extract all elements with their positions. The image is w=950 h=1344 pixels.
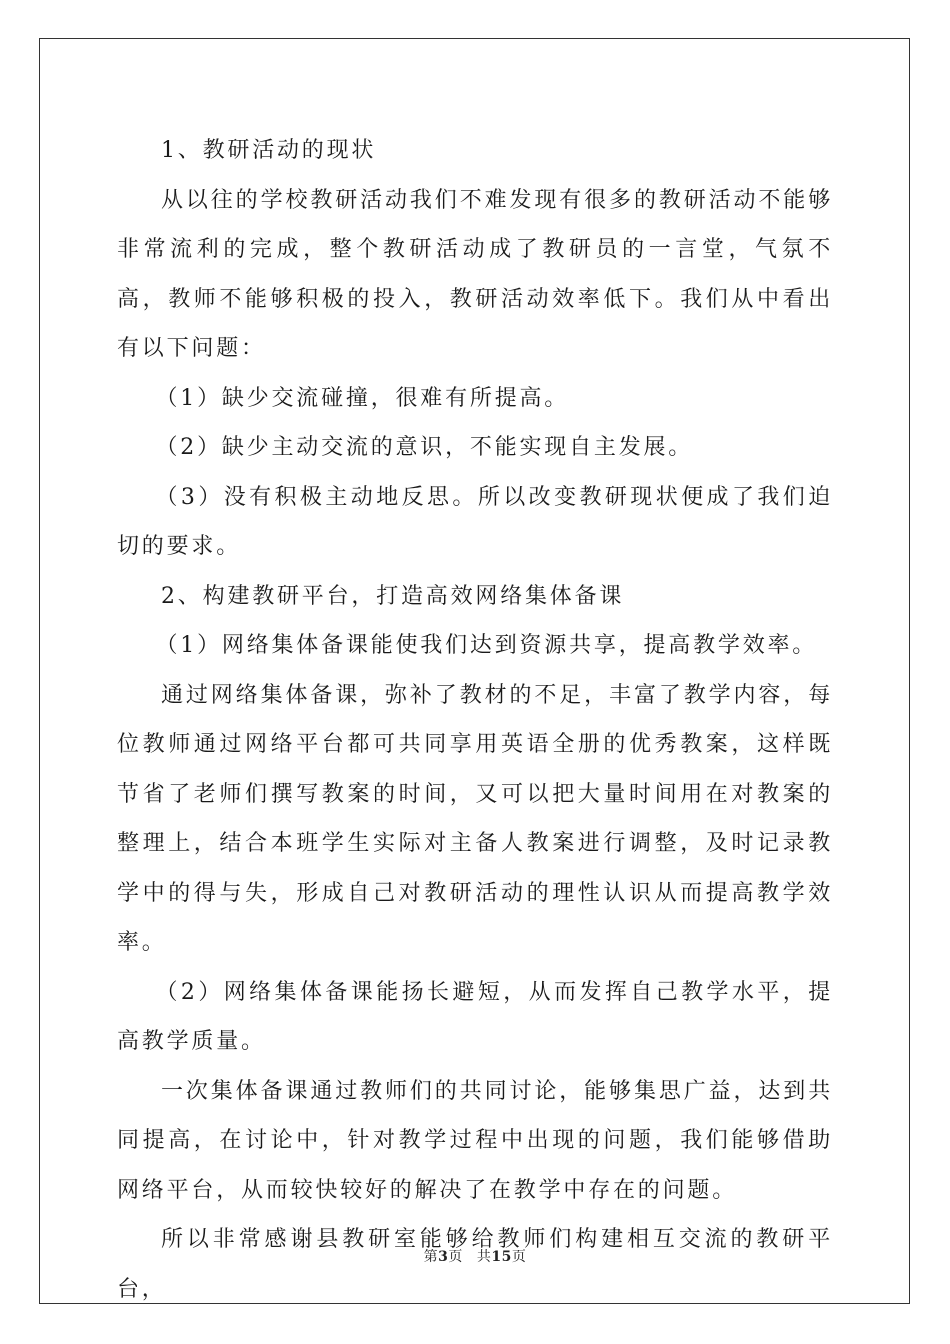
- total-suffix: 页: [511, 1249, 527, 1265]
- page-prefix: 第: [423, 1249, 439, 1265]
- document-body: [117, 126, 833, 1314]
- list-item: （1）缺少交流碰撞，很难有所提高。: [155, 385, 570, 411]
- body-paragraph: 一次集体备课通过教师们的共同讨论，能够集思广益，达到共同提高，在讨论中，针对教学过程中出现的问题，我们能够借助网络平台，从而较快较好的解决了在教学中存在的问题。: [117, 1078, 833, 1203]
- page-suffix: 页: [448, 1249, 463, 1265]
- list-item: （1）网络集体备课能使我们达到资源共享，提高教学效率。: [155, 633, 818, 658]
- section-heading: 2、构建教研平台，打造高效网络集体备课: [161, 583, 625, 609]
- section-heading: 1、教研活动的现状: [161, 138, 377, 163]
- total-prefix: 共: [476, 1249, 492, 1265]
- body-paragraph: 从以往的学校教研活动我们不难发现有很多的教研活动不能够非常流利的完成，整个教研活动成了教研员的一言堂，气氛不高，教师不能够积极的投入，教研活动效率低下。我们从中看出有以下问题：: [117, 187, 833, 361]
- list-item: （2）缺少主动交流的意识，不能实现自主发展。: [155, 435, 694, 460]
- list-item: （3）没有积极主动地反思。所以改变教研现状便成了我们迫切的要求。: [117, 484, 833, 559]
- body-paragraph: 通过网络集体备课，弥补了教材的不足，丰富了教学内容，每位教师通过网络平台都可共同享用英语全册的优秀教案，这样既节省了老师们撰写教案的时间，又可以把大量时间用在对教案的整理上，结合本班学生实际对主备人教案进行调整，及时记录教学中的得与失，形成自己对教研活动的理性认识从而提高教学效率。: [117, 682, 833, 955]
- total-pages: 15: [491, 1249, 512, 1265]
- body-paragraph: 所以非常感谢县教研室能够给教师们构建相互交流的教研平台，: [117, 1227, 833, 1302]
- page-number: 3: [438, 1249, 449, 1265]
- list-item: （2）网络集体备课能扬长避短，从而发挥自己教学水平，提高教学质量。: [117, 979, 833, 1054]
- page-footer: [0, 1246, 950, 1266]
